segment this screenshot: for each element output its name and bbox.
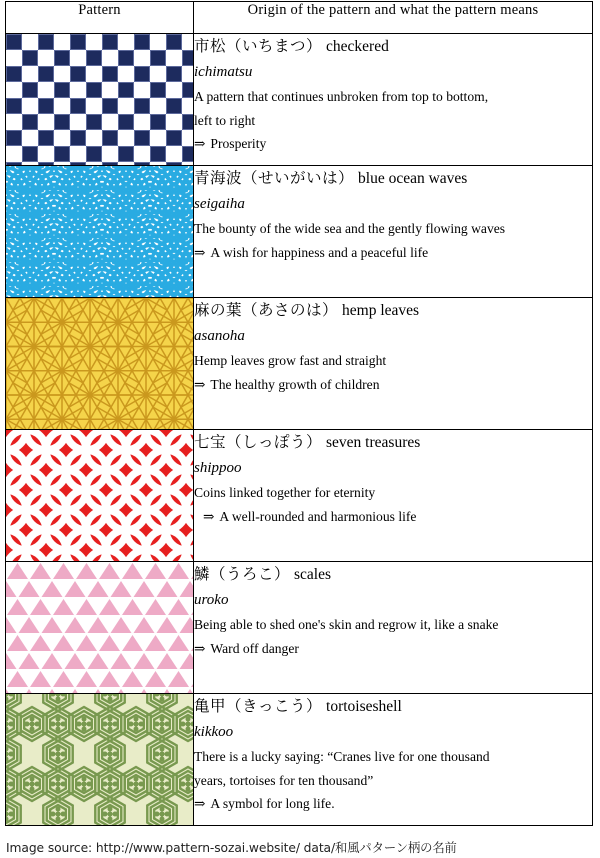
pattern-title — [194, 694, 592, 719]
pattern-description-line: The bounty of the wide sea and the gently flowing waves — [194, 221, 506, 237]
pattern-romaji: asanoha — [194, 328, 245, 345]
meaning-cell — [194, 166, 593, 298]
pattern-meaning-line — [194, 792, 592, 815]
pattern-meaning-line — [194, 132, 592, 155]
pattern-title-japanese: 鱗（うろこ） — [194, 566, 291, 583]
kikkoo-tortoiseshell-swatch — [6, 694, 193, 825]
pattern-meaning-text: A symbol for long life. — [210, 796, 335, 812]
table-row — [6, 430, 593, 562]
pattern-cell — [6, 562, 194, 694]
pattern-description-line: Coins linked together for eternity — [194, 485, 376, 501]
column-header-pattern: Pattern — [6, 2, 194, 34]
pattern-romaji: ichimatsu — [194, 64, 253, 81]
pattern-table — [5, 1, 593, 826]
meaning-cell — [194, 694, 593, 826]
pattern-cell — [6, 166, 194, 298]
rightwards-double-arrow-icon: ⇒ — [203, 508, 215, 524]
meaning-cell — [194, 562, 593, 694]
pattern-romaji: seigaiha — [194, 196, 245, 213]
rightwards-double-arrow-icon: ⇒ — [194, 796, 206, 812]
table-row — [6, 34, 593, 166]
pattern-meaning-text: Prosperity — [210, 136, 267, 152]
pattern-title-english: blue ocean waves — [358, 170, 468, 187]
meaning-cell — [194, 298, 593, 430]
pattern-title — [194, 34, 592, 59]
rightwards-double-arrow-icon: ⇒ — [194, 136, 206, 152]
pattern-meaning-text: The healthy growth of children — [210, 376, 380, 392]
column-header-meaning: Origin of the pattern and what the pattern means — [194, 2, 593, 34]
pattern-meaning-text: Ward off danger — [210, 640, 299, 656]
pattern-title-english: scales — [294, 566, 332, 583]
pattern-meaning-text: A well-rounded and harmonious life — [219, 508, 417, 524]
pattern-description-line: years, tortoises for ten thousand” — [194, 772, 374, 788]
pattern-meaning-line — [194, 241, 592, 264]
meaning-cell — [194, 430, 593, 562]
table-header-row — [6, 2, 593, 34]
asanoha-hemp-leaves-swatch — [6, 298, 193, 429]
meaning-cell — [194, 34, 593, 166]
pattern-title — [194, 562, 592, 587]
ichimatsu-checkered-swatch — [6, 34, 193, 165]
rightwards-double-arrow-icon: ⇒ — [194, 376, 206, 392]
rightwards-double-arrow-icon: ⇒ — [194, 244, 206, 260]
pattern-title-english: hemp leaves — [342, 302, 420, 319]
pattern-title-japanese: 青海波（せいがいは） — [194, 170, 355, 187]
pattern-cell — [6, 694, 194, 826]
table-row — [6, 298, 593, 430]
image-source-caption: Image source: http://www.pattern-sozai.website/ data/和風パターン柄の名前 — [6, 841, 457, 855]
pattern-meaning-text: A wish for happiness and a peaceful life — [210, 244, 429, 260]
pattern-title — [194, 166, 592, 191]
pattern-title-japanese: 七宝（しっぽう） — [194, 434, 323, 451]
table-body — [6, 34, 593, 826]
pattern-description-line: left to right — [194, 112, 256, 128]
pattern-description-line: Hemp leaves grow fast and straight — [194, 353, 387, 369]
pattern-meaning-line — [194, 373, 592, 396]
pattern-cell — [6, 298, 194, 430]
uroko-scales-swatch — [6, 562, 193, 693]
seigaiha-blue-ocean-waves-swatch — [6, 166, 193, 297]
pattern-description-line: There is a lucky saying: “Cranes live for one thousand — [194, 749, 490, 765]
pattern-cell — [6, 430, 194, 562]
pattern-title-english: tortoiseshell — [326, 698, 402, 715]
pattern-title — [194, 298, 592, 323]
rightwards-double-arrow-icon: ⇒ — [194, 640, 206, 656]
pattern-title — [194, 430, 592, 455]
shippoo-seven-treasures-swatch — [6, 430, 193, 561]
pattern-title-japanese: 市松（いちまつ） — [194, 38, 323, 55]
pattern-romaji: shippoo — [194, 460, 242, 477]
pattern-cell — [6, 34, 194, 166]
pattern-title-english: checkered — [326, 38, 389, 55]
pattern-meaning-line — [194, 637, 592, 660]
table-row — [6, 694, 593, 826]
pattern-description-line: Being able to shed one's skin and regrow it, like a snake — [194, 617, 499, 633]
pattern-description-line: A pattern that continues unbroken from top to bottom, — [194, 89, 489, 105]
pattern-meaning-line — [194, 505, 592, 528]
pattern-title-japanese: 亀甲（きっこう） — [194, 698, 323, 715]
pattern-romaji: uroko — [194, 592, 229, 609]
pattern-romaji: kikkoo — [194, 724, 234, 741]
table-row — [6, 562, 593, 694]
pattern-title-japanese: 麻の葉（あさのは） — [194, 302, 339, 319]
table-row — [6, 166, 593, 298]
pattern-title-english: seven treasures — [326, 434, 421, 451]
